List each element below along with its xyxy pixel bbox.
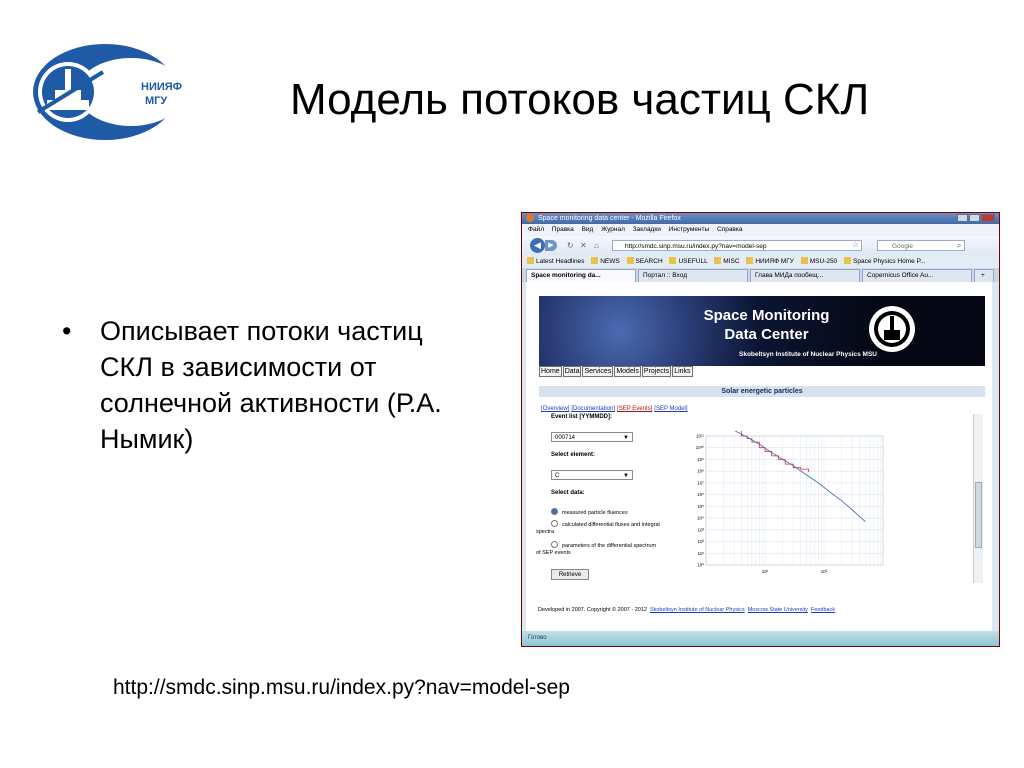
link-sep-model[interactable]: [SEP Model] (654, 406, 688, 412)
menu-bar (522, 224, 999, 236)
site-nav (539, 366, 694, 377)
footer-link-sinp[interactable]: Skobeltsyn Institute of Nuclear Physics (649, 607, 745, 613)
tab-copernicus[interactable]: Copernicus Office Au... (862, 269, 972, 282)
retrieve-button[interactable]: Retrieve (551, 569, 589, 580)
footer-link-msu[interactable]: Moscow State University (747, 607, 808, 613)
bookmark-label: MSU-250 (809, 258, 838, 265)
bookmark-label: Latest Headlines (536, 258, 585, 265)
nav-home[interactable]: Home (541, 368, 560, 375)
window-title: Space monitoring data center - Mozilla Firefox (538, 215, 681, 222)
y-tick-label: 10¹⁰ (695, 445, 704, 451)
browser-screenshot (521, 212, 1000, 647)
maximize-icon[interactable] (969, 214, 980, 222)
radio-differential-fluxes[interactable] (536, 520, 661, 536)
folder-icon (627, 257, 634, 264)
bookmark-label: USEFULL (678, 258, 708, 265)
event-list-label: Event list [YYMMDD]: (551, 414, 613, 420)
navigation-toolbar (522, 236, 999, 255)
status-text: Готово (528, 635, 547, 641)
y-tick-label: 10⁸ (697, 468, 704, 474)
bookmark-item[interactable] (627, 258, 663, 265)
tab-portal[interactable]: Портал :: Вход (638, 269, 748, 282)
bookmark-item[interactable] (844, 258, 926, 265)
y-tick-label: 10⁵ (697, 503, 704, 509)
footer-link-feedback[interactable]: Feedback (810, 607, 836, 613)
bookmark-item[interactable] (714, 258, 739, 265)
bullet-dot: • (62, 316, 72, 346)
tab-strip (522, 268, 999, 282)
bookmark-item[interactable] (669, 258, 707, 265)
radio-unchecked-icon (551, 541, 558, 548)
reload-icon[interactable]: ↻ (567, 241, 574, 250)
msu-logo (869, 306, 915, 352)
y-tick-label: 10³ (697, 527, 704, 533)
link-sep-events[interactable]: [SEP Events] (617, 406, 653, 412)
site-banner (539, 296, 985, 366)
radio-label: calculated differential fluxes and integral spectra (536, 522, 660, 535)
select-data-label: Select data: (551, 490, 585, 496)
address-bar[interactable]: http://smdc.sinp.msu.ru/index.py?nav=model-sep (612, 240, 862, 251)
link-documentation[interactable]: [Documentation] (571, 406, 616, 412)
web-page (526, 282, 992, 631)
banner-subtitle: Skobeltsyn Institute of Nuclear Physics MSU (739, 351, 877, 358)
sep-fluence-chart (688, 431, 888, 577)
bookmarks-toolbar (522, 255, 999, 268)
tab-news[interactable]: Глава МИДа пообещ... (750, 269, 860, 282)
radio-spectrum-parameters[interactable] (536, 541, 661, 557)
svg-text:НИИЯФ: НИИЯФ (141, 81, 183, 93)
folder-icon (669, 257, 676, 264)
radio-label: parameters of the differential spectrum of SEP events (536, 543, 657, 556)
bookmark-item[interactable] (801, 258, 837, 265)
bookmark-label: SEARCH (635, 258, 663, 265)
menu-file[interactable]: Файл (528, 226, 544, 233)
menu-history[interactable]: Журнал (601, 226, 625, 233)
firefox-icon (526, 214, 534, 222)
folder-icon (714, 257, 721, 264)
menu-tools[interactable]: Инструменты (668, 226, 710, 233)
element-select[interactable] (551, 470, 633, 480)
bookmark-label: NEWS (600, 258, 620, 265)
folder-icon (844, 257, 851, 264)
y-tick-label: 10¹¹ (695, 433, 704, 439)
bookmark-label: НИИЯФ МГУ (755, 258, 794, 265)
event-select[interactable] (551, 432, 633, 442)
y-tick-label: 10⁹ (697, 456, 704, 462)
window-titlebar (522, 213, 999, 224)
chevron-down-icon: ▼ (623, 435, 629, 441)
source-url-link[interactable]: http://smdc.sinp.msu.ru/index.py?nav=model-sep (113, 676, 570, 699)
panel-title: Solar energetic particles (539, 386, 985, 397)
bookmark-item[interactable] (591, 258, 620, 265)
plot-area (706, 436, 883, 565)
link-overview[interactable]: [Overview] (541, 406, 570, 412)
folder-icon (527, 257, 534, 264)
window-controls (956, 214, 995, 222)
bookmark-item[interactable] (746, 258, 794, 265)
menu-bookmarks[interactable]: Закладки (632, 226, 661, 233)
nav-models[interactable]: Models (616, 368, 639, 375)
page-scrollbar[interactable] (973, 414, 983, 583)
search-input[interactable]: Google (877, 240, 965, 251)
slide-title: Модель потоков частиц СКЛ (290, 75, 870, 124)
y-tick-label: 10² (697, 539, 704, 545)
radio-measured-fluences[interactable] (551, 508, 676, 517)
bookmark-label: Space Physics Home P... (853, 258, 926, 265)
nav-data[interactable]: Data (564, 368, 580, 375)
menu-view[interactable]: Вид (581, 226, 594, 233)
new-tab-icon[interactable]: + (974, 269, 994, 282)
search-icon[interactable]: ⌕ (957, 241, 962, 250)
x-tick-label: 10¹ (761, 569, 769, 574)
home-icon[interactable]: ⌂ (594, 241, 599, 250)
minimize-icon[interactable] (957, 214, 968, 222)
bookmark-item[interactable] (527, 258, 584, 265)
y-tick-label: 10¹ (697, 550, 704, 556)
forward-icon[interactable]: ▶ (545, 240, 557, 251)
element-select-value: C (555, 473, 560, 479)
close-icon[interactable] (981, 214, 995, 222)
menu-help[interactable]: Справка (716, 226, 743, 233)
y-tick-label: 10⁷ (697, 480, 704, 486)
nav-links[interactable]: Links (674, 368, 691, 375)
section-links (541, 406, 690, 412)
element-label: Select element: (551, 452, 596, 458)
nav-projects[interactable]: Projects (643, 368, 670, 375)
radio-label: measured particle fluences (562, 510, 628, 516)
y-tick-label: 10⁰ (697, 562, 704, 568)
niiyaf-msu-logo (33, 42, 188, 142)
event-select-value: 000714 (555, 435, 576, 441)
page-footer (538, 607, 835, 613)
x-tick-label: 10² (820, 569, 828, 574)
y-tick-label: 10⁴ (697, 515, 704, 521)
footer-text: Developed in 2007. Copyright © 2007 - 2012 (538, 607, 647, 613)
bookmark-label: MISC (723, 258, 740, 265)
bullet-text: Описывает потоки частиц СКЛ в зависимости от солнечной активности (Р.А. Нымик) (100, 316, 442, 454)
banner-title: Space Monitoring Data Center (703, 307, 830, 343)
folder-icon (801, 257, 808, 264)
status-bar (522, 631, 999, 646)
scrollbar-thumb[interactable] (975, 482, 982, 548)
stop-icon[interactable]: ✕ (580, 241, 587, 250)
tab-space-monitoring[interactable]: Space monitoring da... (526, 269, 636, 282)
chevron-down-icon: ▼ (623, 473, 629, 479)
svg-text:МГУ: МГУ (145, 95, 168, 107)
back-icon[interactable]: ◀ (530, 238, 545, 253)
star-icon[interactable]: ☆ (852, 240, 860, 249)
radio-checked-icon (551, 508, 558, 515)
folder-icon (746, 257, 753, 264)
y-tick-label: 10⁶ (697, 492, 704, 498)
menu-edit[interactable]: Правка (551, 226, 574, 233)
radio-unchecked-icon (551, 520, 558, 527)
nav-services[interactable]: Services (584, 368, 612, 375)
bullet-item (62, 313, 472, 457)
folder-icon (591, 257, 598, 264)
